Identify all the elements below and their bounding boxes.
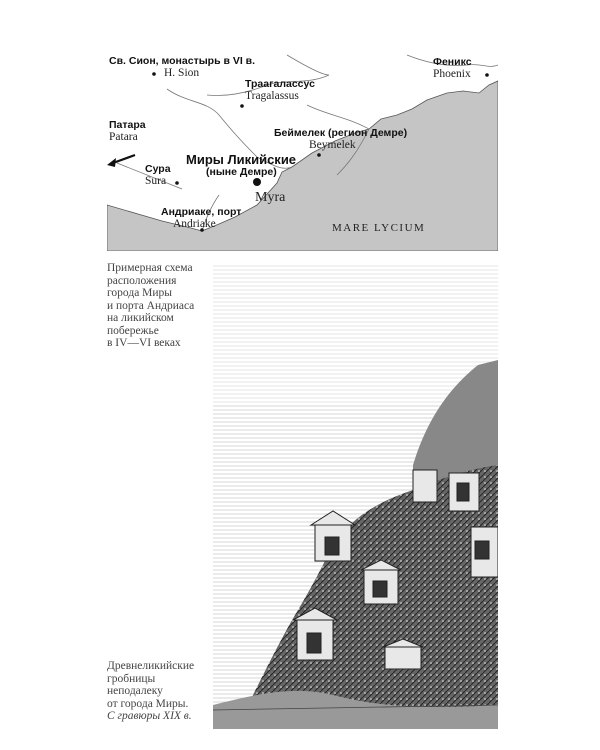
sura-ru-label: Сура	[145, 163, 171, 175]
beymelek-point	[317, 153, 321, 157]
engraving-source: С гравюры XIX в.	[107, 710, 192, 722]
sea-label: MARE LYCIUM	[332, 222, 426, 234]
myra-ru-label: Миры Ликийские	[186, 152, 297, 167]
myra-point	[253, 178, 261, 186]
h-sion-point	[152, 72, 156, 76]
phoenix-point	[485, 73, 489, 77]
engraving-caption-line: гробницы	[107, 672, 156, 685]
map-caption	[107, 262, 194, 350]
sion-lat-label: H. Sion	[164, 67, 200, 79]
beymelek-lat-label: Beymelek	[309, 139, 356, 151]
sura-lat-label: Sura	[145, 175, 167, 187]
tragalassus-ru-label: Траагалассус	[245, 78, 315, 90]
patara-lat-label: Patara	[109, 131, 138, 143]
engraving-caption	[107, 660, 194, 723]
myra-ru-sub-label: (ныне Демре)	[206, 166, 277, 178]
sion-ru-label: Св. Сион, монастырь в VI в.	[109, 55, 256, 67]
map-caption-line: города Миры	[107, 287, 173, 299]
engraving-caption-line: Древнеликийские	[107, 660, 195, 672]
map-caption-line: на ликийском	[107, 312, 174, 324]
sura-point	[175, 181, 179, 185]
engraving	[213, 265, 498, 729]
map-caption-line: побережье	[107, 324, 159, 337]
beymelek-ru-label: Беймелек (регион Демре)	[274, 127, 408, 139]
map-caption-line: в IV—VI веках	[107, 337, 181, 349]
andriake-ru-label: Андриаке, порт	[161, 206, 242, 218]
patara-ru-label: Патара	[109, 119, 146, 131]
engraving-caption-line: от города Миры.	[107, 697, 189, 710]
map-caption-line: и порта Андриаca	[107, 299, 195, 312]
map-caption-line: Примерная схема	[107, 262, 193, 274]
phoenix-lat-label: Phoenix	[433, 68, 471, 80]
phoenix-ru-label: Феникс	[433, 56, 472, 68]
andriake-lat-label: Andriake	[173, 218, 216, 230]
tragalassus-lat-label: Tragalassus	[245, 90, 299, 102]
map	[107, 45, 498, 251]
myra-lat-label: Myra	[255, 190, 286, 205]
map-caption-line: расположения	[107, 274, 177, 287]
engraving-caption-line: неподалеку	[107, 685, 163, 697]
engraving-graphic	[213, 265, 498, 729]
tragalassus-point	[240, 104, 244, 108]
